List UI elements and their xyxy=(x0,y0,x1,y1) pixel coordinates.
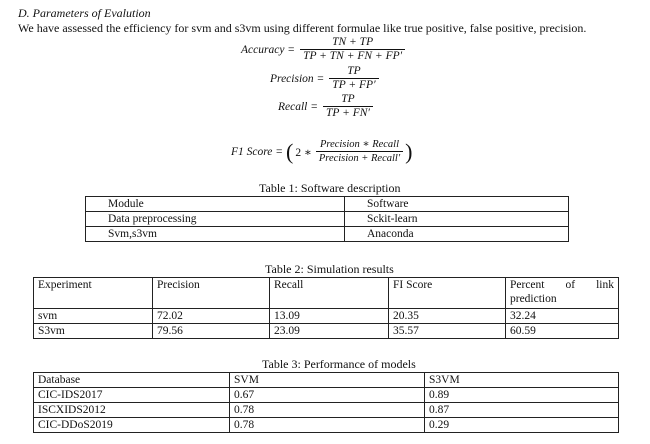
header-word: of xyxy=(565,279,576,291)
table-header-row xyxy=(86,197,569,212)
header-word: link xyxy=(596,279,614,291)
f1-denominator: Precision + Recall′ xyxy=(316,151,403,165)
table-cell: 20.35 xyxy=(389,309,506,324)
f1-fraction xyxy=(316,138,403,165)
precision-fraction xyxy=(329,65,378,92)
table-row xyxy=(86,212,569,227)
table-row xyxy=(34,418,619,433)
table-header-row xyxy=(34,278,619,309)
table-cell: 0.89 xyxy=(425,388,619,403)
simulation-table xyxy=(33,277,619,339)
table-cell: Sckit-learn xyxy=(345,212,569,227)
table-header-cell: Software xyxy=(345,197,569,212)
table-row xyxy=(34,309,619,324)
accuracy-equation xyxy=(241,36,407,63)
table-row xyxy=(34,388,619,403)
table-header-cell xyxy=(506,278,619,309)
accuracy-lhs: Accuracy = xyxy=(241,43,296,56)
accuracy-numerator: TN + TP xyxy=(332,36,374,48)
table-row xyxy=(34,324,619,339)
table2-caption: Table 2: Simulation results xyxy=(265,262,394,276)
percent-header-line xyxy=(510,278,618,292)
table-header-cell: Recall xyxy=(270,278,389,309)
table-header-cell: SVM xyxy=(230,373,425,388)
table-cell: 0.29 xyxy=(425,418,619,433)
table-cell: CIC-IDS2017 xyxy=(34,388,230,403)
recall-numerator: TP xyxy=(341,93,355,105)
table-cell: ISCXIDS2012 xyxy=(34,403,230,418)
table-cell: 0.67 xyxy=(230,388,425,403)
recall-fraction xyxy=(323,93,373,120)
software-table xyxy=(85,196,569,242)
f1-numerator: Precision ∗ Recall xyxy=(319,139,400,150)
table-cell: 13.09 xyxy=(270,309,389,324)
table-header-cell: Module xyxy=(86,197,345,212)
precision-denominator: TP + FP′ xyxy=(329,78,378,92)
table-header-cell: Experiment xyxy=(34,278,153,309)
precision-lhs: Precision = xyxy=(270,72,325,85)
accuracy-fraction xyxy=(300,36,405,63)
table-cell: 0.78 xyxy=(230,403,425,418)
table-cell: S3vm xyxy=(34,324,153,339)
table-cell: Anaconda xyxy=(345,227,569,242)
table-header-cell: S3VM xyxy=(425,373,619,388)
table-cell: Data preprocessing xyxy=(86,212,345,227)
recall-lhs: Recall = xyxy=(278,100,319,113)
table3-caption: Table 3: Performance of models xyxy=(262,357,416,371)
table-cell: 32.24 xyxy=(506,309,619,324)
table1-caption: Table 1: Software description xyxy=(259,181,401,195)
f1-equation xyxy=(231,138,412,165)
table-cell: svm xyxy=(34,309,153,324)
accuracy-denominator: TP + TN + FN + FP′ xyxy=(300,49,405,63)
recall-equation xyxy=(278,93,375,120)
f1-prefix: 2 ∗ xyxy=(295,146,312,159)
precision-numerator: TP xyxy=(347,65,361,77)
table-cell: 35.57 xyxy=(389,324,506,339)
table-header-cell: FI Score xyxy=(389,278,506,309)
header-word: Percent xyxy=(510,279,545,291)
section-heading: D. Parameters of Evalution xyxy=(18,6,151,20)
table-cell: 72.02 xyxy=(153,309,270,324)
table-header-cell: Database xyxy=(34,373,230,388)
table-cell: 0.87 xyxy=(425,403,619,418)
recall-denominator: TP + FN′ xyxy=(323,106,373,120)
table-cell: 0.78 xyxy=(230,418,425,433)
f1-close-paren: ) xyxy=(405,138,413,164)
header-word: prediction xyxy=(510,293,557,305)
precision-equation xyxy=(270,65,381,92)
table-header-cell: Precision xyxy=(153,278,270,309)
table-cell: Svm,s3vm xyxy=(86,227,345,242)
table-header-row xyxy=(34,373,619,388)
table-cell: 60.59 xyxy=(506,324,619,339)
table-cell: 79.56 xyxy=(153,324,270,339)
table-row xyxy=(86,227,569,242)
performance-table xyxy=(33,372,619,433)
table-row xyxy=(34,403,619,418)
table-cell: CIC-DDoS2019 xyxy=(34,418,230,433)
intro-paragraph: We have assessed the efficiency for svm and s3vm using different formulae like true positive, false positive, precision. xyxy=(18,21,587,35)
table-cell: 23.09 xyxy=(270,324,389,339)
f1-open-paren: ( xyxy=(286,138,294,164)
f1-lhs: F1 Score = xyxy=(231,145,284,158)
